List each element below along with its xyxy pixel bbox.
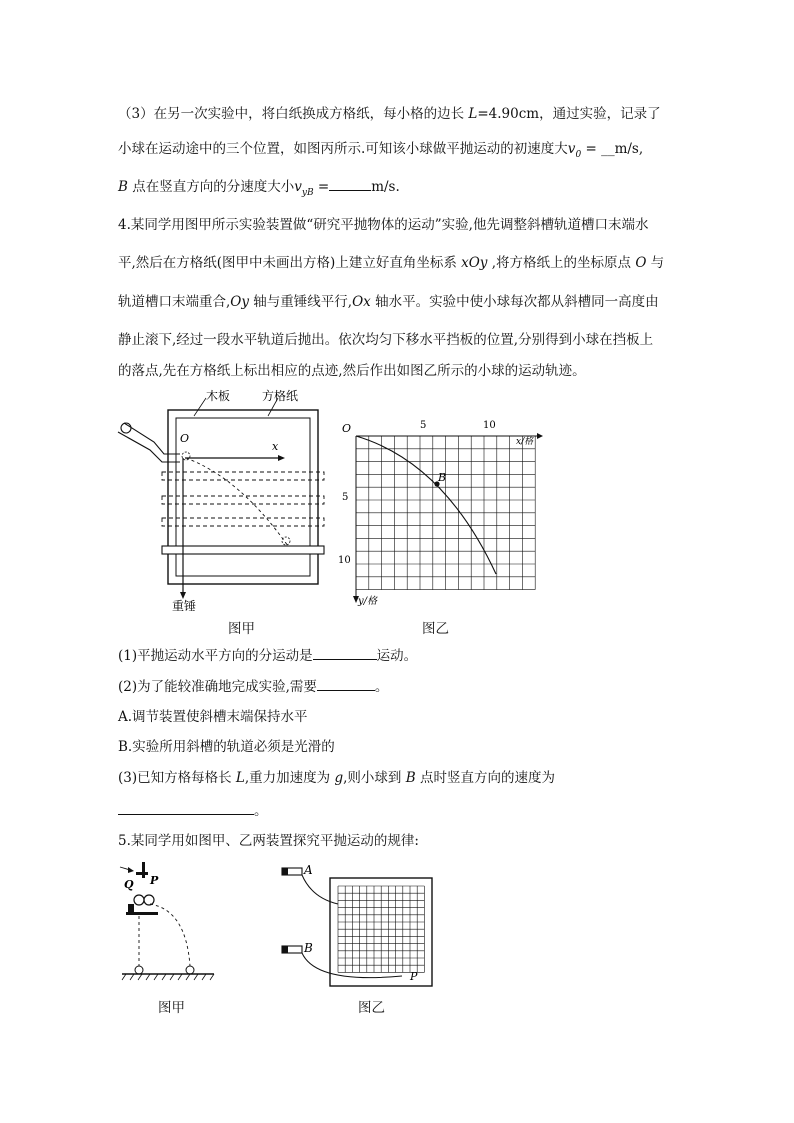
q3-line3-unit: m/s. — [371, 179, 400, 195]
q4-fig-jia-caption: 图甲 — [228, 621, 255, 637]
q4-stem2-a: 平,然后在方格纸(图甲中未画出方格)上建立好直角坐标系 — [118, 255, 462, 271]
q4-fig-yi-caption: 图乙 — [422, 621, 449, 637]
q4-sub2-text-a: (2)为了能较准确地完成实验,需要 — [118, 679, 317, 695]
label-A: A — [304, 863, 313, 877]
label-P: P — [150, 874, 159, 887]
label-origin-O: O — [342, 422, 352, 435]
q3-line2-eq: = — [581, 141, 602, 157]
q3-vyB-answer-blank[interactable] — [329, 176, 371, 191]
q4-sub3-b: ,重力加速度为 — [244, 770, 335, 786]
label-grid-paper: 方格纸 — [262, 389, 299, 403]
q4-sub3 — [118, 768, 678, 788]
board-outer — [168, 410, 318, 584]
q4-stem-line4: 静止滚下,经过一段水平轨道后抛出。依次均匀下移水平挡板的位置,分别得到小球在挡板上 — [118, 332, 654, 348]
label-Q: Q — [124, 878, 134, 891]
q4-symbol-g: g — [334, 770, 344, 786]
q4-sub3-end: 。 — [254, 803, 268, 819]
trajectory-curve — [356, 436, 496, 574]
q4-stem-line3 — [118, 292, 678, 312]
baffle-positions — [162, 472, 324, 526]
y-axis-label: y/格 — [358, 596, 378, 607]
q4-symbol-O: O — [635, 255, 647, 271]
q3-vyB-subscript-y: y — [301, 188, 307, 198]
q4-sub1-text-a: (1)平抛运动水平方向的分运动是 — [118, 648, 313, 664]
grid-lines — [356, 436, 535, 590]
q5-stem: 5.某同学用如图甲、乙两装置探究平抛运动的规律: — [118, 833, 419, 849]
q3-symbol-L: L — [468, 106, 478, 122]
q3-symbol-vyB: v — [294, 179, 302, 195]
tick-x-5: 5 — [420, 420, 427, 431]
q4-stem3-b: 轴与重锤线平行, — [249, 294, 353, 310]
label-board: 木板 — [206, 389, 231, 403]
q4-sub3-answer-line — [118, 800, 678, 821]
q4-stem2-c: 与 — [646, 255, 665, 271]
q3-line1-text-a: （3）在另一次实验中，将白纸换成方格纸，每小格的边长 — [118, 106, 469, 122]
ball-Q — [134, 895, 144, 905]
q3-line1-text-b: =4.90cm，通过实验，记录了 — [477, 106, 661, 122]
q4-sub3-a: (3)已知方格每格长 — [118, 770, 236, 786]
q4-stem2-b: ,将方格纸上的坐标原点 — [487, 255, 636, 271]
q3-line2 — [118, 139, 678, 165]
q4-option-b[interactable]: B.实验所用斜槽的轨道必须是光滑的 — [118, 739, 335, 755]
tick-y-10: 10 — [338, 555, 351, 566]
q4-sub3-c: ,则小球到 — [343, 770, 406, 786]
q4-symbol-L: L — [235, 770, 245, 786]
label-point-B: B — [438, 471, 447, 484]
q3-v0-subscript: 0 — [575, 150, 582, 160]
baffle-solid — [162, 546, 324, 554]
q5-fig-yi-caption: 图乙 — [358, 1000, 385, 1016]
q5-grid-lines — [338, 886, 424, 972]
q3-v0-answer-blank[interactable]: __ — [601, 141, 615, 157]
label-plumb-weight: 重锤 — [172, 599, 197, 613]
x-axis-label: x/格 — [516, 437, 534, 447]
tick-y-5: 5 — [342, 492, 349, 503]
q4-sub3-d: 点时竖直方向的速度为 — [415, 770, 555, 786]
tick-x-10: 10 — [483, 420, 496, 431]
q4-symbol-oy: Oy — [230, 294, 249, 310]
q5-fig-jia-caption: 图甲 — [158, 1000, 185, 1016]
q4-sub2 — [118, 676, 678, 697]
label-P: P — [410, 970, 418, 983]
label-x-axis: x — [272, 440, 279, 453]
q4-option-a[interactable]: A.调节装置使斜槽末端保持水平 — [118, 709, 308, 725]
q4-symbol-xoy: xOy — [461, 255, 488, 271]
q3-line2-unit: m/s, — [614, 141, 644, 157]
q4-stem3-a: 轨道槽口末端重合, — [118, 294, 231, 310]
q4-figure-jia — [110, 386, 330, 616]
q4-symbol-ox: Ox — [352, 294, 371, 310]
q4-sub2-answer-blank[interactable] — [317, 676, 375, 691]
ball-P — [144, 895, 154, 905]
q3-symbol-v0: v — [567, 141, 576, 157]
q4-sub3-answer-blank[interactable] — [118, 800, 254, 815]
q3-line3 — [118, 176, 678, 203]
q4-sub1 — [118, 645, 678, 666]
q4-sub1-text-b: 运动。 — [376, 648, 418, 664]
q3-point-B: B — [118, 179, 128, 195]
q3-line2-text-a: 小球在运动途中的三个位置，如图丙所示.可知该小球做平抛运动的初速度大 — [118, 141, 568, 157]
q4-symbol-B: B — [405, 770, 416, 786]
q3-line3-text: 点在竖直方向的分速度大小 — [127, 179, 295, 195]
q3-line3-eq: = — [313, 179, 330, 195]
q4-sub1-answer-blank[interactable] — [313, 645, 377, 660]
q3-vyB-subscript-B: B — [306, 188, 314, 198]
q4-stem3-c: 轴水平。实验中使小球每次都从斜槽同一高度由 — [370, 294, 659, 310]
q5-figure-yi — [276, 858, 436, 990]
label-B: B — [304, 941, 313, 955]
q4-stem-line5: 的落点,先在方格纸上标出相应的点迹,然后作出如图乙所示的小球的运动轨迹。 — [118, 363, 586, 379]
q3-line1 — [118, 104, 678, 124]
q4-sub2-text-b: 。 — [374, 679, 389, 695]
trajectory-dashed — [186, 458, 288, 546]
q5-figure-jia — [114, 858, 224, 988]
q4-figure-yi — [334, 418, 544, 614]
label-origin-O: O — [180, 432, 190, 445]
q4-stem-line1: 4.某同学用图甲所示实验装置做“研究平抛物体的运动”实验,他先调整斜槽轨道槽口末端水 — [118, 217, 649, 233]
q4-stem-line2 — [118, 253, 678, 273]
